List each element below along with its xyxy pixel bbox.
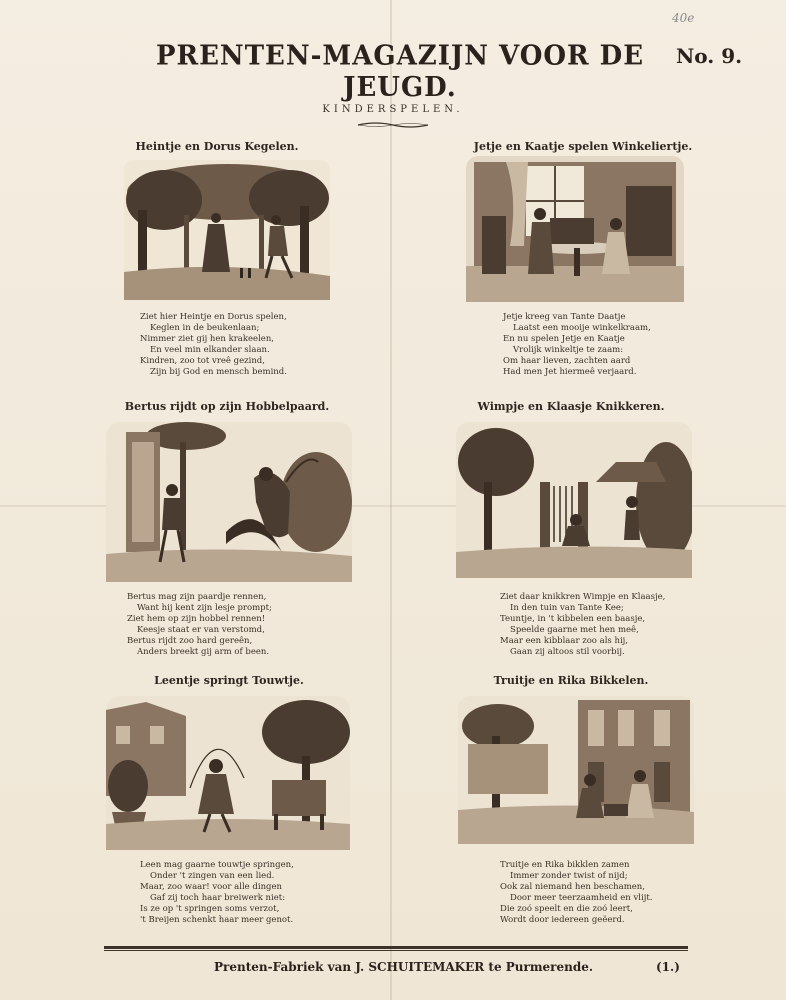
verse-heintje-dorus: Ziet hier Heintje en Dorus spelen, Keglen in de beukenlaan; Nimmer ziet gij hen krakeelen, En veel min elkander slaan. Kindren, zoo tot vreê gezind, Zijn bij God en mensch bemind. [140,312,287,377]
caption-bertus: Bertus rijdt op zijn Hobbelpaard. [124,400,330,413]
verse-jetje-kaatje: Jetje kreeg van Tante Daatje Laatst een mooije winkelkraam, En nu spelen Jetje en Kaatje Vrolijk winkeltje te zaam: Om haar lieven, zachten aard Had men Jet hiermeê verjaard. [503,312,651,377]
verse-leentje: Leen mag gaarne touwtje springen, Onder 't zingen van een lied. Maar, zoo waar! voor alle dingen Gaf zij toch haar breiwerk niet: Is ze op 't springen soms verzot, 't Breijen schenkt haar meer genot. [140,860,294,925]
illustration-bertus [106,422,352,582]
caption-leentje: Leentje springt Touwtje. [154,674,304,687]
caption-heintje-dorus: Heintje en Dorus Kegelen. [135,140,299,153]
footer-number: (1.) [656,960,680,974]
illustration-leentje [106,696,350,850]
pencil-annotation: 40e [672,11,695,25]
illustration-truitje-rika [458,696,694,844]
verse-wimpje-klaasje: Ziet daar knikkren Wimpje en Klaasje, In den tuin van Tante Kee; Teuntje, in 't kibbelen een baasje, Speelde gaarne met hen meê, Maar een kibblaar zoo als hij, Gaan zij altoos stil voorbij. [500,592,666,657]
flourish-ornament [356,120,430,130]
illustration-wimpje-klaasje [456,422,692,578]
publisher-line: Prenten-Fabriek van J. SCHUITEMAKER te Purmerende. [214,960,594,974]
vertical-fold-line [390,0,392,1000]
sheet-number: No. 9. [676,44,743,68]
verse-truitje-rika: Truitje en Rika bikklen zamen Immer zonder twist of nijd; Ook zal niemand hen beschamen, Door meer teerzaamheid en vlijt. Die zoó speelt en die zoó leert, Wordt door iedereen geëerd. [500,860,653,925]
page-title: PRENTEN-MAGAZIJN VOOR DE JEUGD. [155,40,645,104]
caption-jetje-kaatje: Jetje en Kaatje spelen Winkeliertje. [473,140,693,153]
caption-truitje-rika: Truitje en Rika Bikkelen. [493,674,649,687]
page-subtitle: KINDERSPELEN. [322,104,464,115]
footer-rule-thin [104,950,688,951]
verse-bertus: Bertus mag zijn paardje rennen, Want hij kent zijn lesje prompt; Ziet hem op zijn hobbel rennen! Keesje staat er van verstomd, Bertus rijdt zoo hard gereên, Anders breekt gij arm of been. [127,592,272,657]
illustration-jetje-kaatje [466,156,684,302]
caption-wimpje-klaasje: Wimpje en Klaasje Knikkeren. [477,400,665,413]
illustration-heintje-dorus [124,160,330,300]
footer-rule-thick [104,946,688,949]
